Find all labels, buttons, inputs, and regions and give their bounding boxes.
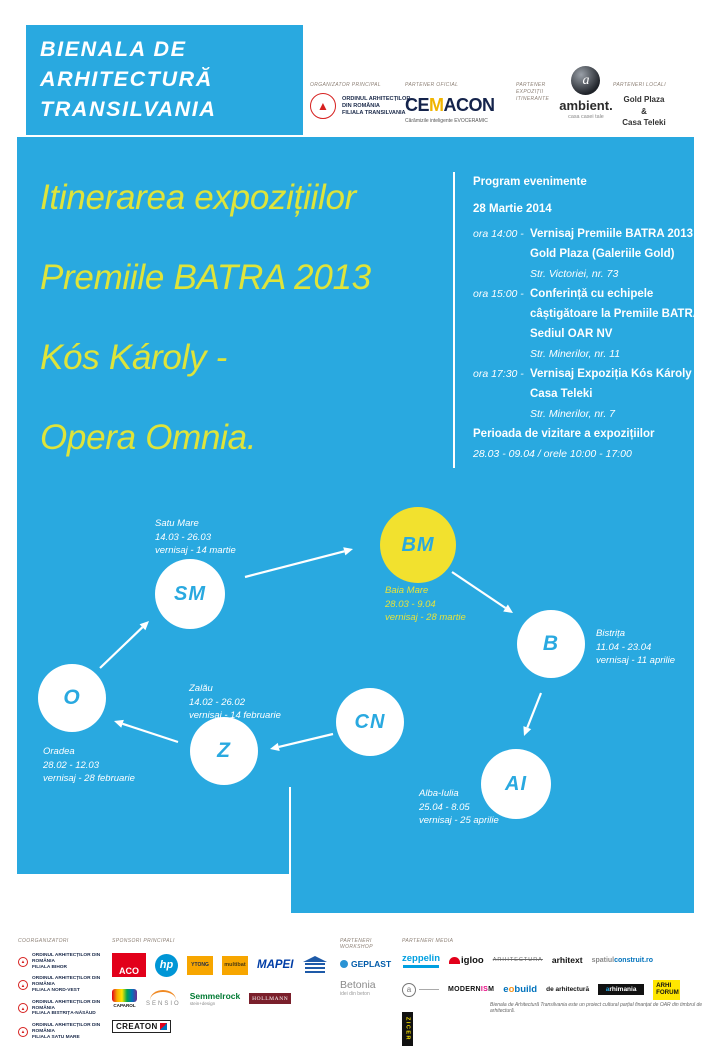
stop-label-sm	[155, 517, 236, 558]
event-time: ora 17:30 -	[473, 368, 524, 380]
organizer-line: DIN ROMÂNIA	[342, 102, 380, 109]
stop-label-line: 14.03 - 26.03	[155, 531, 211, 543]
oar-mini-logo	[18, 1027, 28, 1037]
partner-label-line: EXPOZIȚII	[516, 89, 544, 95]
coorganizer-text	[32, 1000, 110, 1017]
coorganizer-line: FILIALA BIHOR	[32, 964, 67, 970]
event-line: Str. Minerilor, nr. 11	[530, 348, 621, 360]
stop-label-line: 28.03 - 9.04	[385, 598, 436, 610]
stop-label-z	[189, 682, 281, 723]
event-title-line: TRANSILVANIA	[40, 97, 217, 121]
hollmann-logo: HOLLMANN	[249, 993, 291, 1004]
local-partner-line: Gold Plaza	[623, 95, 665, 104]
coorganizers-label: COORGANIZATORI	[18, 938, 69, 944]
stop-label-line: Alba-Iulia	[419, 788, 459, 799]
creaton-logo: CREATON	[112, 1020, 171, 1033]
arhitect-circle-logo: a	[402, 983, 439, 997]
zeppelin-logo: zeppelin	[402, 953, 440, 968]
coorganizer-item	[18, 1023, 110, 1040]
oar-mini-logo	[18, 980, 28, 990]
stop-label-line: vernisaj - 14 februarie	[189, 710, 281, 721]
stop-label-o	[43, 745, 135, 786]
event-title-line: ARHITECTURĂ	[40, 67, 213, 91]
hero-title-line: Kós Károly -	[40, 338, 228, 377]
ambient-disc-icon: a	[571, 66, 600, 95]
coorganizer-item	[18, 1000, 110, 1017]
media-label: PARTENERI MEDIA	[402, 938, 454, 944]
stop-circle-bm: BM	[380, 507, 456, 583]
local-partner-line: &	[641, 106, 647, 116]
oar-mini-logo	[18, 957, 28, 967]
event-line: Vernisaj Expoziția Kós Károly	[530, 368, 692, 380]
event-line: Conferință cu echipele	[530, 288, 654, 300]
funding-note: Bienala de Arhitectură Transilvania este un proiect cultural parțial finanțat de OAR din timbrul de arhitectură.	[490, 1002, 703, 1014]
oar-mini-logo	[18, 1003, 28, 1013]
geplast-logo: GEPLAST	[340, 959, 391, 969]
cemacon-text: CE	[405, 95, 430, 115]
event-line: Sediul OAR NV	[530, 328, 613, 340]
partner-label-line: PARTENER	[516, 82, 546, 88]
event-time: ora 14:00 -	[473, 228, 524, 240]
sponsors-label: SPONSORI PRINCIPALI	[112, 938, 175, 944]
stop-label-line: vernisaj - 28 februarie	[43, 773, 135, 784]
program-title: Program evenimente	[473, 176, 587, 188]
event-line: Vernisaj Premiile BATRA 2013	[530, 228, 693, 240]
stop-label-line: 28.02 - 12.03	[43, 759, 99, 771]
stop-label-line: Zalău	[189, 683, 213, 694]
cemacon-m-icon: M	[429, 95, 444, 115]
event-line: câștigătoare la Premiile BATRA	[530, 308, 702, 320]
stop-circle-cn: CN	[336, 688, 404, 756]
event-line: Casa Teleki	[530, 388, 593, 400]
media-column	[402, 938, 694, 1046]
stop-label-line: vernisaj - 11 aprilie	[596, 655, 676, 666]
event-title-line: BIENALA DE	[40, 37, 187, 61]
partner-label-line: ITINERANTE	[516, 96, 550, 102]
coorganizer-line: FILIALA NORD-VEST	[32, 987, 80, 993]
hp-logo: hp	[155, 954, 178, 977]
stop-label-line: vernisaj - 28 martie	[385, 612, 466, 623]
stop-label-b	[596, 627, 675, 668]
coorganizer-item	[18, 953, 110, 970]
igloo-logo: igloo	[449, 955, 484, 966]
coorganizer-item	[18, 976, 110, 993]
partner-label: ORGANIZATOR PRINCIPAL	[310, 82, 381, 88]
ebuild-logo: e o build	[503, 984, 538, 995]
coorganizer-line: FILIALA SATU MARE	[32, 1034, 80, 1040]
modernism-logo: MODERN IS M	[448, 986, 495, 993]
cemacon-text: ACON	[443, 95, 495, 115]
sponsors-items	[112, 953, 334, 1033]
event-line: Str. Minerilor, nr. 7	[530, 408, 615, 420]
de-arhitectura-logo: de arhitectură	[546, 986, 590, 993]
semmelrock-logo: Semmelrock stein+design	[189, 991, 241, 1006]
program-date: 28 Martie 2014	[473, 203, 552, 215]
coorganizer-text	[32, 1023, 110, 1040]
ytong-logo: YTONG	[187, 956, 213, 975]
stop-circle-sm: SM	[155, 559, 225, 629]
arhiforum-logo: ARHI FORUM	[653, 980, 680, 1000]
stop-label-line: vernisaj - 14 martie	[155, 545, 236, 556]
stop-label-line: vernisaj - 25 aprilie	[419, 815, 499, 826]
coorganizer-line: ORDINUL ARHITECȚILOR DIN ROMÂNIA	[32, 999, 101, 1011]
hero-title-line: Premiile BATRA 2013	[40, 258, 371, 297]
stop-circle-ai: AI	[481, 749, 551, 819]
coorganizers-items	[18, 953, 110, 1041]
stop-label-bm	[385, 584, 466, 625]
workshop-label: PARTENERI WORKSHOP	[340, 938, 373, 950]
visiting-period-title: Perioada de vizitare a expozițiilor	[473, 428, 655, 440]
partner-label: PARTENERI LOCALI	[613, 82, 666, 88]
hero-title-line: Itinerarea expozițiilor	[40, 178, 357, 217]
spatiulconstruit-logo: spatiul construit.ro	[591, 956, 654, 964]
stop-label-ai	[419, 787, 499, 828]
stop-circle-o: O	[38, 664, 106, 732]
coorganizers-column	[18, 938, 110, 1047]
media-items	[402, 953, 694, 1046]
partner-label: PARTENER OFICIAL	[405, 82, 459, 88]
workshop-column	[340, 938, 398, 997]
local-partner-line: Casa Teleki	[622, 118, 666, 127]
cemacon-tagline: Cărămizile inteligente EVOCERAMIC	[405, 118, 488, 124]
multibat-logo: multibat	[222, 956, 248, 975]
event-time: ora 15:00 -	[473, 288, 524, 300]
arhitext-logo: arhitext	[551, 955, 583, 966]
stop-label-line: 25.04 - 8.05	[419, 801, 470, 813]
event-line: Gold Plaza (Galeriile Gold)	[530, 248, 675, 260]
mapei-logo: MAPEI	[257, 959, 294, 971]
sponsors-column	[112, 938, 334, 1033]
stop-label-line: 11.04 - 23.04	[596, 641, 652, 653]
coorganizer-line: ORDINUL ARHITECȚILOR DIN ROMÂNIA	[32, 976, 101, 988]
betonia-logo-sub: idei din beton	[340, 991, 370, 997]
stop-label-line: Oradea	[43, 746, 75, 757]
visiting-period-hours: 28.03 - 09.04 / orele 10:00 - 17:00	[473, 448, 632, 460]
zicer-logo: ZICER	[402, 1012, 413, 1046]
organizer-line: FILIALA TRANSILVANIA	[342, 109, 406, 116]
stop-circle-b: B	[517, 610, 585, 678]
coorganizer-line: ORDINUL ARHITECȚILOR DIN ROMÂNIA	[32, 953, 101, 964]
stop-label-line: Bistrița	[596, 628, 626, 639]
coorganizer-text	[32, 953, 110, 970]
workshop-items	[340, 959, 398, 997]
event-line: Str. Victoriei, nr. 73	[530, 268, 619, 280]
ambient-logo: ambient.	[559, 98, 613, 113]
coorganizer-line: ORDINUL ARHITECȚILOR DIN ROMÂNIA	[32, 1023, 101, 1034]
stop-label-line: 14.02 - 26.02	[189, 696, 245, 708]
caparol-logo: CAPAROL	[112, 989, 137, 1008]
hero-title-line: Opera Omnia.	[40, 418, 257, 457]
organizer-line: ORDINUL ARHITECȚILOR	[342, 95, 411, 102]
arhitectura-logo: ARHITECTURA	[492, 957, 543, 964]
stop-label-line: Baia Mare	[385, 585, 429, 596]
arhimania-logo: a rhimania	[598, 984, 644, 995]
coorganizer-line: FILIALA BISTRIȚA-NĂSĂUD	[32, 1011, 96, 1017]
stop-circle-z: Z	[190, 717, 258, 785]
aco-logo: ACO	[112, 953, 146, 977]
sensio-logo: SENSIO	[146, 990, 181, 1007]
betonia-logo: Betonia idei din beton	[340, 979, 376, 997]
stop-label-line: Satu Mare	[155, 518, 199, 529]
semmelrock-logo-sub: stein+design	[189, 1001, 216, 1006]
coorganizer-text	[32, 976, 110, 993]
pediment-logo	[302, 955, 328, 975]
ambient-tagline: casa casei tale	[568, 114, 604, 120]
